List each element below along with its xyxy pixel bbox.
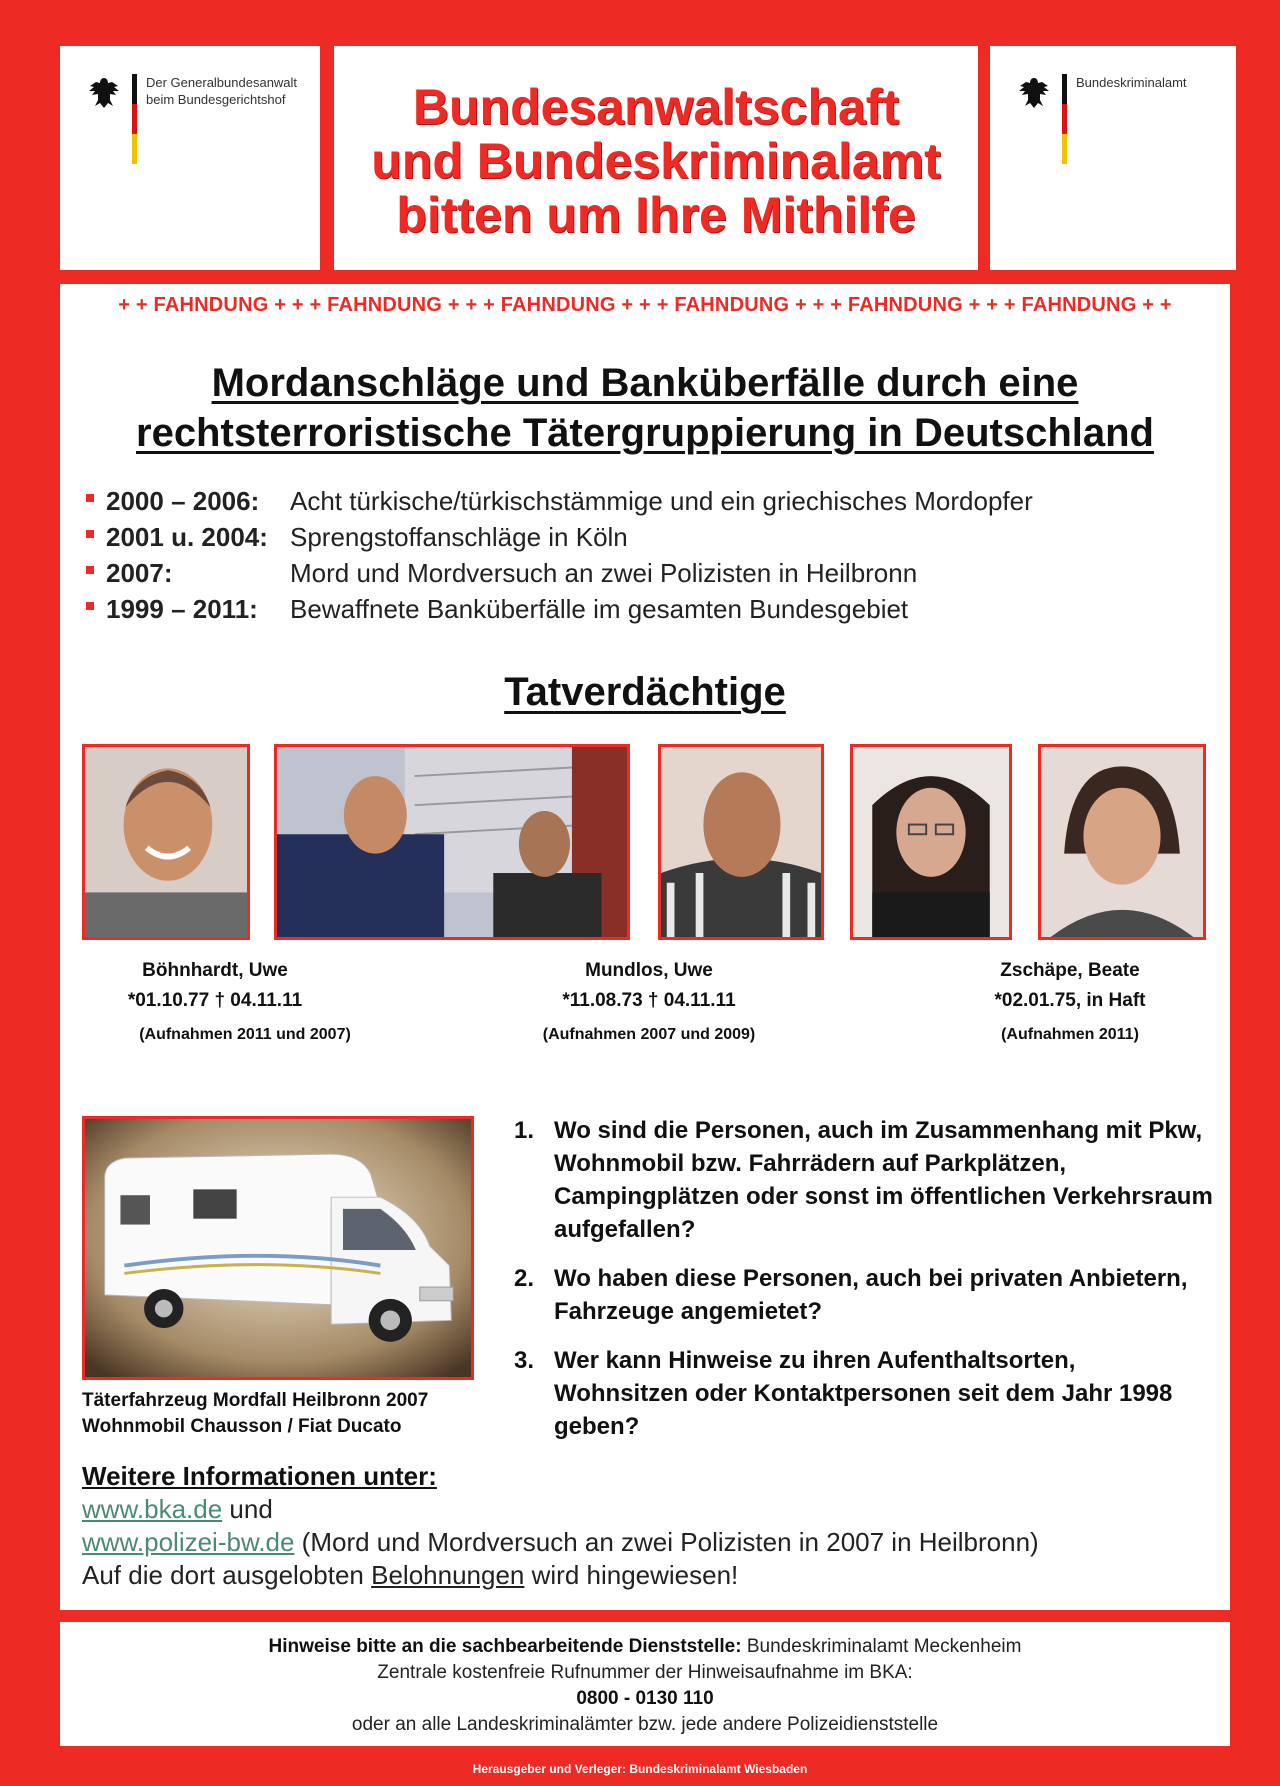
- flag-bar: [132, 74, 137, 164]
- flag-bar: [1062, 74, 1067, 164]
- bullet-icon: [86, 602, 94, 610]
- suspect-photo: [274, 744, 630, 940]
- contact-line: Hinweise bitte an die sachbearbeitende Dienststelle: Bundeskriminalamt Meckenheim: [268, 1636, 1022, 1657]
- bullet-icon: [86, 494, 94, 502]
- title-line: Bundesanwaltschaft: [412, 79, 900, 135]
- logo-right-text: Bundeskriminalamt: [1076, 75, 1187, 90]
- contact-footer: [60, 1622, 1230, 1746]
- bka-link[interactable]: www.bka.de: [82, 1494, 223, 1524]
- fahndung-ticker: + + FAHNDUNG + + + FAHNDUNG + + + FAHNDUNG + + + FAHNDUNG + + + FAHNDUNG + + + FAHNDUNG + +: [118, 294, 1172, 316]
- vehicle-photo: [82, 1116, 474, 1380]
- contact-line: Zentrale kostenfreie Rufnummer der Hinweisaufnahme im BKA:: [377, 1662, 913, 1683]
- facts-list: [84, 482, 1184, 626]
- headline: rechtsterroristische Tätergruppierung in Deutschland: [136, 411, 1154, 455]
- suspects-heading: Tatverdächtige: [504, 670, 786, 714]
- question-item: 2. Wo haben diese Personen, auch bei privaten Anbietern, Fahrzeuge angemietet?: [514, 1265, 1188, 1325]
- fact-item: 2001 u. 2004: Sprengstoffanschläge in Köln: [84, 518, 1184, 554]
- publisher-note: Herausgeber und Verleger: Bundeskriminalamt Wiesbaden: [472, 1762, 808, 1776]
- hotline-number: 0800 - 0130 110: [576, 1688, 714, 1709]
- more-info-heading: Weitere Informationen unter:: [82, 1461, 437, 1491]
- polizei-bw-link[interactable]: www.polizei-bw.de: [82, 1527, 295, 1557]
- logo-left-text: Der Generalbundesanwalt beim Bundesgerichtshof: [146, 75, 298, 107]
- main-content: [60, 284, 1230, 1610]
- suspect-dates: *11.08.73 † 04.11.11: [562, 990, 736, 1011]
- federal-eagle-icon: [1014, 74, 1054, 114]
- headline: Mordanschläge und Banküberfälle durch eine: [211, 361, 1079, 405]
- suspect-photo: [658, 744, 824, 940]
- bullet-icon: [86, 566, 94, 574]
- suspect-note: (Aufnahmen 2011 und 2007): [139, 1026, 351, 1043]
- fact-item: 2000 – 2006: Acht türkische/türkischstämmige und ein griechisches Mordopfer: [84, 482, 1184, 518]
- title-box: [334, 46, 978, 270]
- logo-bundeskriminalamt: [990, 46, 1236, 270]
- suspect-dates: *02.01.75, in Haft: [994, 990, 1146, 1011]
- contact-line: oder an alle Landeskriminalämter bzw. jede andere Polizeidienststelle: [351, 1714, 939, 1735]
- suspect-photo: [850, 744, 1012, 940]
- fact-item: 2007: Mord und Mordversuch an zwei Polizisten in Heilbronn: [84, 554, 1184, 590]
- title-line: bitten um Ihre Mithilfe: [396, 187, 916, 243]
- question-item: 3. Wer kann Hinweise zu ihren Aufenthaltsorten, Wohnsitzen oder Kontaktpersonen seit dem Jahr 1998 geben?: [514, 1347, 1173, 1440]
- bullet-icon: [86, 530, 94, 538]
- suspect-name: Zschäpe, Beate: [1000, 960, 1140, 981]
- fact-item: 1999 – 2011: Bewaffnete Banküberfälle im gesamten Bundesgebiet: [84, 590, 1184, 626]
- suspect-name: Mundlos, Uwe: [585, 960, 713, 981]
- question-item: 1. Wo sind die Personen, auch im Zusammenhang mit Pkw, Wohnmobil bzw. Fahrrädern auf Parkplätzen, Campingplätzen oder sonst im öffentlichen Verkehrsraum aufgefallen?: [514, 1117, 1213, 1243]
- logo-generalbundesanwalt: [60, 46, 320, 270]
- federal-eagle-icon: [84, 74, 124, 114]
- questions-list: [514, 1114, 1214, 1459]
- vehicle-caption: Täterfahrzeug Mordfall Heilbronn 2007 Wohnmobil Chausson / Fiat Ducato: [82, 1390, 429, 1437]
- suspect-dates: *01.10.77 † 04.11.11: [127, 990, 303, 1011]
- suspect-photo: [1038, 744, 1206, 940]
- suspect-name: Böhnhardt, Uwe: [142, 960, 288, 981]
- suspect-photo: [82, 744, 250, 940]
- suspect-note: (Aufnahmen 2011): [1001, 1026, 1139, 1043]
- suspect-note: (Aufnahmen 2007 und 2009): [542, 1026, 756, 1043]
- title-line: und Bundeskriminalamt: [371, 133, 941, 189]
- more-info: Weitere Informationen unter: www.bka.de und www.polizei-bw.de (Mord und Mordversuch an zwei Polizisten in 2007 in Heilbronn) Auf die dort ausgelobten Belohnungen wird hingewiesen!: [82, 1461, 1039, 1590]
